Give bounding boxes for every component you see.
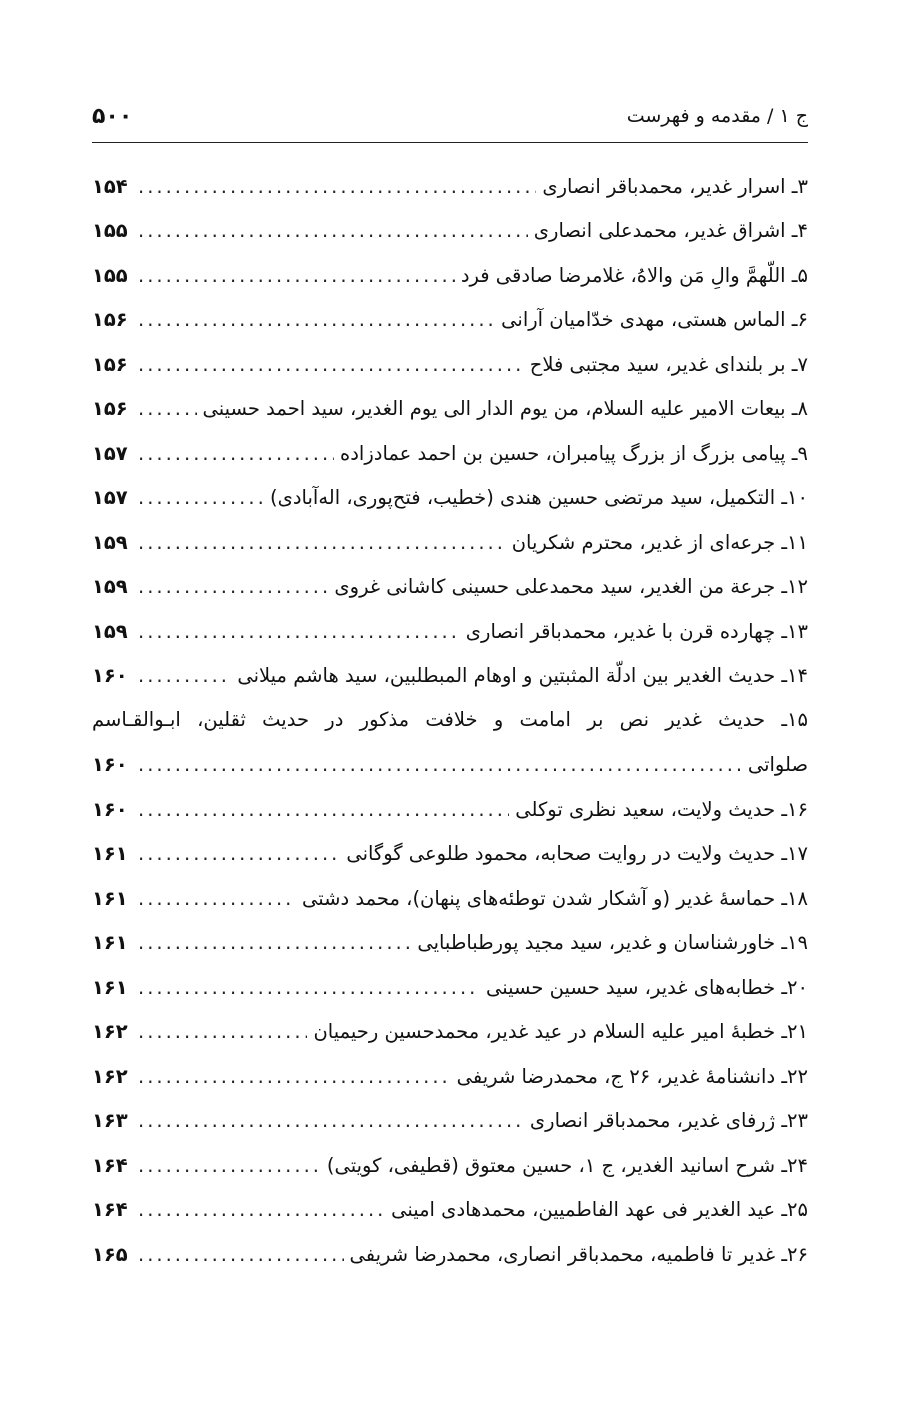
toc-entry xyxy=(92,1010,808,1055)
dot-leader xyxy=(138,1198,385,1221)
dot-leader xyxy=(138,1243,344,1266)
entry-page-number: ۱۵۷ xyxy=(92,441,128,465)
entry-page-number: ۱۶۴ xyxy=(92,1198,128,1222)
dot-leader xyxy=(138,842,340,865)
toc-entry xyxy=(92,387,808,432)
entry-title: ۱۶ـ حدیث ولایت، سعید نظری توکلی xyxy=(515,797,808,821)
dot-leader xyxy=(138,1065,451,1088)
toc-entry xyxy=(92,832,808,877)
dot-leader xyxy=(138,353,524,376)
dot-leader xyxy=(138,620,460,643)
dot-leader xyxy=(138,887,296,910)
entry-page-number: ۱۶۰ xyxy=(92,797,128,821)
dot-leader xyxy=(138,1154,321,1177)
dot-leader xyxy=(138,175,536,198)
entry-page-number: ۱۶۵ xyxy=(92,1242,128,1266)
entry-page-number: ۱۵۶ xyxy=(92,352,128,376)
entry-title: ۱۲ـ جرعة من الغدیر، سید محمدعلی حسینی کاشانی غروی xyxy=(334,575,808,599)
dot-leader xyxy=(138,1020,307,1043)
dot-leader xyxy=(138,397,197,420)
toc-entry xyxy=(92,476,808,521)
dot-leader xyxy=(138,753,742,776)
toc-entry xyxy=(92,1143,808,1188)
entry-page-number: ۱۵۶ xyxy=(92,397,128,421)
entry-title: ۲۶ـ غدیر تا فاطمیه، محمدباقر انصاری، محمدرضا شریفی xyxy=(349,1242,808,1266)
dot-leader xyxy=(138,264,455,287)
entry-title: ۲۵ـ عید الغدیر فی عهد الفاطمیین، محمدهادی امینی xyxy=(391,1198,808,1222)
toc-entry xyxy=(92,965,808,1010)
entry-title: ۱۳ـ چهارده قرن با غدیر، محمدباقر انصاری xyxy=(465,619,808,643)
toc-entry xyxy=(92,1188,808,1233)
toc-entry xyxy=(92,565,808,610)
entry-page-number: ۱۶۱ xyxy=(92,975,128,999)
entry-page-number: ۱۵۷ xyxy=(92,486,128,510)
table-of-contents xyxy=(92,164,808,1277)
dot-leader xyxy=(138,575,328,598)
dot-leader xyxy=(138,486,264,509)
entry-page-number: ۱۶۳ xyxy=(92,1109,128,1133)
dot-leader xyxy=(138,798,509,821)
page-number: ۵۰۰ xyxy=(92,103,133,129)
entry-title: ۸ـ بیعات الامیر عليه السلام، من یوم الدار الی یوم الغدیر، سید احمد حسینی xyxy=(202,397,808,421)
entry-title: ۲۲ـ دانشنامهٔ غدیر، ۲۶ ج، محمدرضا شریفی xyxy=(456,1064,808,1088)
entry-title: ۲۰ـ خطابه‌های غدیر، سید حسین حسینی xyxy=(485,975,808,999)
dot-leader xyxy=(138,219,528,242)
entry-page-number: ۱۵۹ xyxy=(92,530,128,554)
toc-entry xyxy=(92,342,808,387)
toc-entry xyxy=(92,609,808,654)
toc-entry xyxy=(92,698,808,787)
entry-page-number: ۱۵۹ xyxy=(92,619,128,643)
entry-title: ۱۱ـ جرعه‌ای از غدیر، محترم شکریان xyxy=(511,530,808,554)
running-title: ج ۱ / مقدمه و فهرست xyxy=(626,105,808,127)
entry-title: ۴ـ اشراق غدیر، محمدعلی انصاری xyxy=(533,219,808,243)
header-rule xyxy=(92,142,808,143)
entry-title: ۹ـ پیامی بزرگ از بزرگ پیامبران، حسین بن احمد عمادزاده xyxy=(340,441,808,465)
toc-entry xyxy=(92,253,808,298)
entry-page-number: ۱۶۲ xyxy=(92,1020,128,1044)
entry-title: ۷ـ بر بلندای غدیر، سید مجتبی فلاح xyxy=(529,352,808,376)
entry-page-number: ۱۵۵ xyxy=(92,219,128,243)
dot-leader xyxy=(138,442,334,465)
entry-page-number: ۱۶۱ xyxy=(92,886,128,910)
toc-entry xyxy=(92,298,808,343)
entry-page-number: ۱۵۵ xyxy=(92,263,128,287)
entry-page-number: ۱۶۱ xyxy=(92,931,128,955)
toc-entry xyxy=(92,654,808,699)
entry-page-number: ۱۵۶ xyxy=(92,308,128,332)
entry-title: ۳ـ اسرار غدیر، محمدباقر انصاری xyxy=(542,174,808,198)
toc-entry xyxy=(92,921,808,966)
page-header xyxy=(92,96,808,136)
entry-page-number: ۱۶۲ xyxy=(92,1064,128,1088)
toc-entry xyxy=(92,876,808,921)
dot-leader xyxy=(138,976,480,999)
toc-entry xyxy=(92,1099,808,1144)
toc-entry xyxy=(92,431,808,476)
entry-page-number: ۱۶۴ xyxy=(92,1153,128,1177)
entry-title: ۲۱ـ خطبهٔ امیر عليه السلام در عید غدیر، محمدحسین رحیمیان xyxy=(313,1020,808,1044)
dot-leader xyxy=(138,308,495,331)
entry-page-number: ۱۵۴ xyxy=(92,174,128,198)
entry-page-number: ۱۶۰ xyxy=(92,664,128,688)
entry-title: ۱۹ـ خاورشناسان و غدیر، سید مجید پورطباطبایی xyxy=(417,931,808,955)
toc-entry xyxy=(92,1054,808,1099)
entry-title: ۵ـ اللّهمَّ والِ مَن والاهُ، غلامرضا صادقی فرد xyxy=(460,263,808,287)
entry-title: ۲۳ـ ژرفای غدیر، محمدباقر انصاری xyxy=(529,1109,808,1133)
dot-leader xyxy=(138,664,231,687)
entry-title: ۱۷ـ حدیث ولایت در روایت صحابه، محمود طلوعی گوگانی xyxy=(346,842,808,866)
entry-page-number: ۱۶۱ xyxy=(92,842,128,866)
entry-title: ۱۸ـ حماسهٔ غدیر (و آشکار شدن توطئه‌های پنهان)، محمد دشتی xyxy=(302,886,808,910)
dot-leader xyxy=(138,531,506,554)
toc-entry xyxy=(92,520,808,565)
toc-entry xyxy=(92,787,808,832)
dot-leader xyxy=(138,1109,524,1132)
toc-entry xyxy=(92,1232,808,1277)
entry-title: ۲۴ـ شرح اسانید الغدیر، ج ۱، حسین معتوق (قطیفی، کویتی) xyxy=(326,1153,808,1177)
entry-page-number: ۱۵۹ xyxy=(92,575,128,599)
dot-leader xyxy=(138,931,411,954)
entry-title: ۱۵ـ حدیث غدیر نص بر امامت و خلافت مذکور در حدیث ثقلین، ابـوالقـاسم xyxy=(92,708,808,731)
entry-page-number: ۱۶۰ xyxy=(92,753,128,777)
entry-title-continuation: صلواتی xyxy=(747,753,808,777)
entry-title: ۱۴ـ حدیث الغدیر بین ادلّة المثبتین و اوهام المبطلبین، سید هاشم میلانی xyxy=(237,664,808,688)
toc-entry xyxy=(92,209,808,254)
toc-entry xyxy=(92,164,808,209)
entry-title: ۱۰ـ التکمیل، سید مرتضی حسین هندی (خطیب، فتح‌پوری، اله‌آبادی) xyxy=(270,486,808,510)
entry-title: ۶ـ الماس هستی، مهدی خدّامیان آرانی xyxy=(501,308,808,332)
